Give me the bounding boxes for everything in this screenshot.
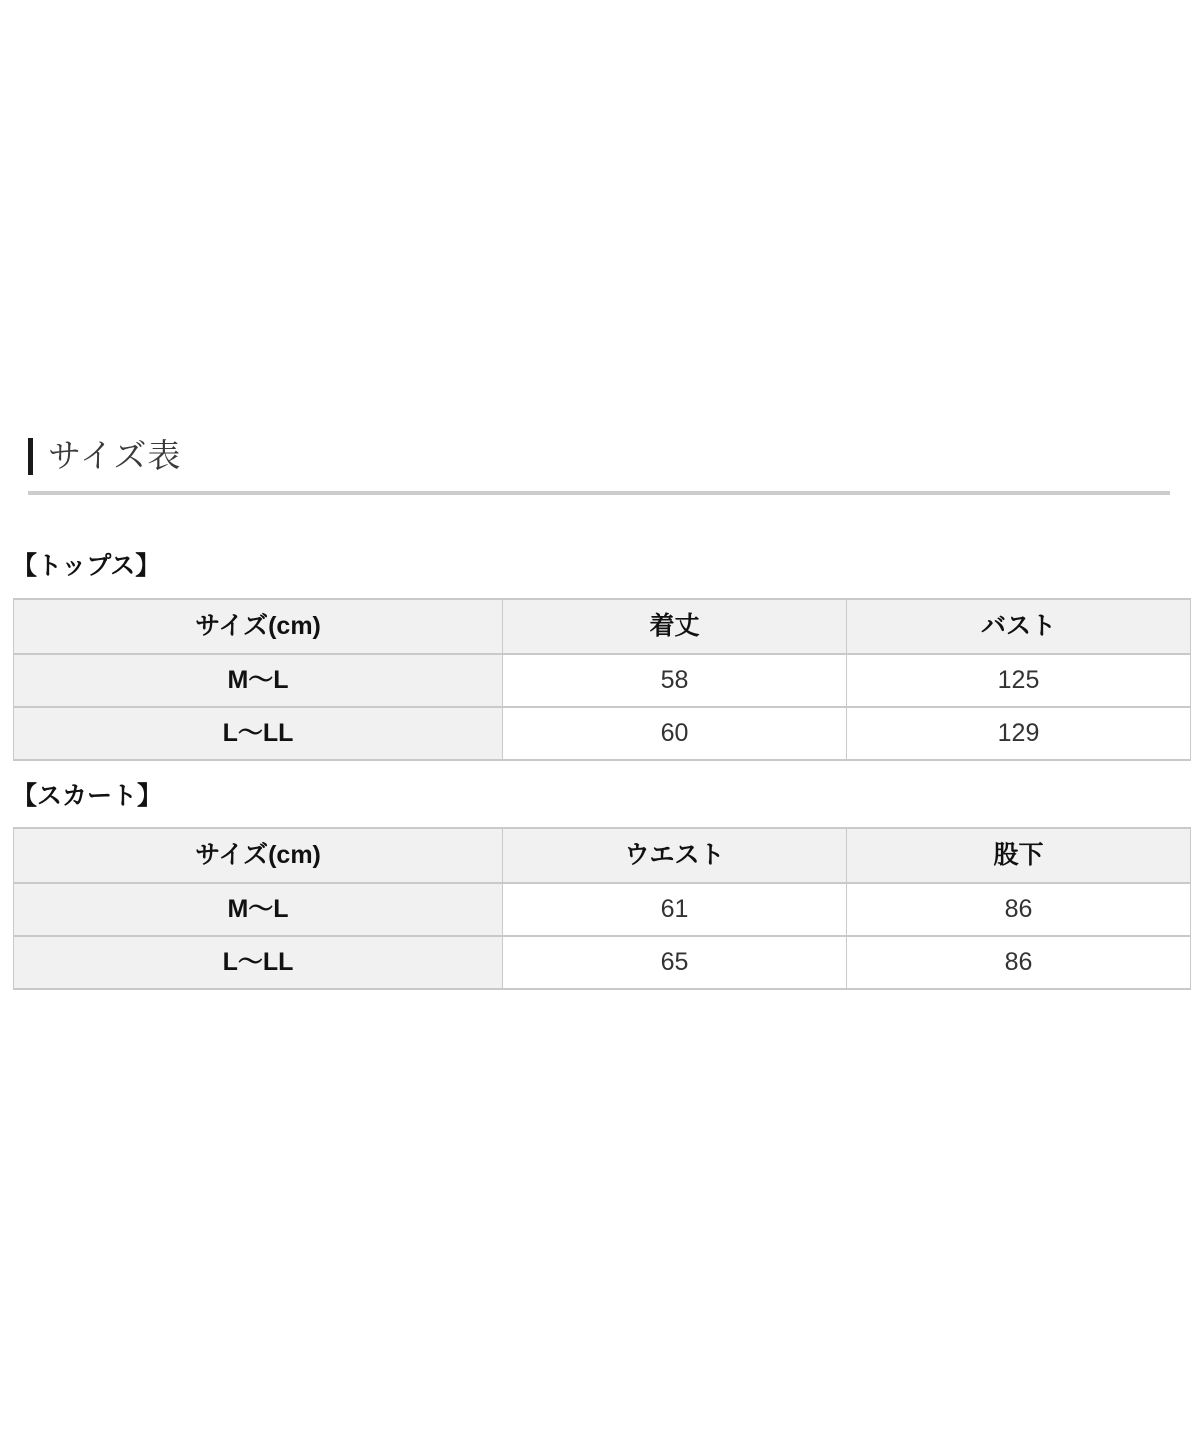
column-header-size: サイズ(cm) <box>14 828 503 883</box>
table-row <box>14 707 1191 760</box>
column-header-length: 着丈 <box>503 599 847 654</box>
value-cell: 86 <box>847 883 1191 936</box>
value-cell: 65 <box>503 936 847 989</box>
title-accent-bar <box>28 438 33 475</box>
size-cell: M〜L <box>14 883 503 936</box>
tops-size-table <box>13 598 1191 761</box>
column-header-size: サイズ(cm) <box>14 599 503 654</box>
table-label-tops: 【トップス】 <box>12 552 161 580</box>
value-cell: 58 <box>503 654 847 707</box>
column-header-inseam: 股下 <box>847 828 1191 883</box>
size-cell: L〜LL <box>14 707 503 760</box>
value-cell: 129 <box>847 707 1191 760</box>
table-row <box>14 654 1191 707</box>
table-row <box>14 883 1191 936</box>
value-cell: 125 <box>847 654 1191 707</box>
value-cell: 61 <box>503 883 847 936</box>
table-header-row <box>14 599 1191 654</box>
table-header-row <box>14 828 1191 883</box>
section-title: サイズ表 <box>48 437 182 474</box>
table-label-skirt: 【スカート】 <box>12 782 163 810</box>
size-cell: L〜LL <box>14 936 503 989</box>
section-title-block <box>28 436 1170 495</box>
value-cell: 86 <box>847 936 1191 989</box>
column-header-waist: ウエスト <box>503 828 847 883</box>
value-cell: 60 <box>503 707 847 760</box>
skirt-size-table <box>13 827 1191 990</box>
size-cell: M〜L <box>14 654 503 707</box>
table-row <box>14 936 1191 989</box>
column-header-bust: バスト <box>847 599 1191 654</box>
